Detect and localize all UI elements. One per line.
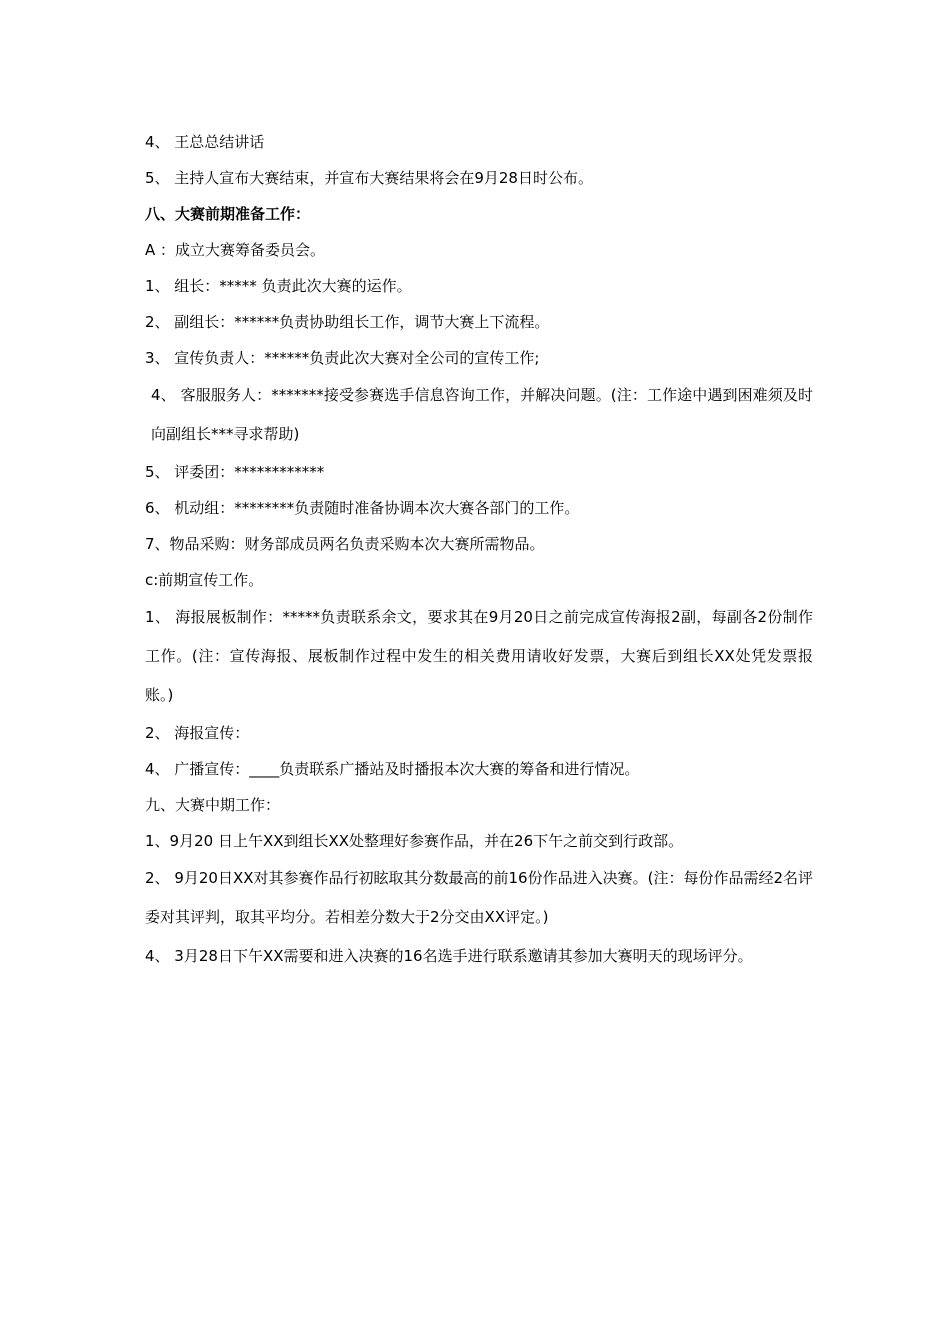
list-item-deputy-leader: 2、 副组长：******负责协助组长工作，调节大赛上下流程。 (145, 313, 550, 331)
list-item-closing-speech: 4、 王总总结讲话 (145, 133, 265, 151)
list-item-poster-production: 1、 海报展板制作：*****负责联系余文，要求其在9月20日之前完成宣传海报2副，每副各2份制作工作。(注：宣传海报、展板制作过程中发生的相关费用请收好发票，大赛后到组长XX处凭发票报账。) (145, 608, 813, 704)
subsection-committee: A ：成立大赛筹备委员会。 (145, 241, 326, 259)
list-item-mobile-team: 6、 机动组：********负责随时准备协调本次大赛各部门的工作。 (145, 499, 580, 517)
subsection-early-publicity: c:前期宣传工作。 (145, 571, 264, 589)
list-item-finalist-contact: 4、 3月28日下午XX需要和进入决赛的16名选手进行联系邀请其参加大赛明天的现场评分。 (145, 947, 753, 965)
list-item-procurement: 7、物品采购：财务部成员两名负责采购本次大赛所需物品。 (145, 535, 545, 553)
list-item-judges: 5、 评委团：************ (145, 463, 325, 481)
list-item-host-announcement: 5、 主持人宣布大赛结束，并宣布大赛结果将会在9月28日时公布。 (145, 169, 593, 187)
list-item-broadcast: 4、 广播宣传：____负责联系广播站及时播报本次大赛的筹备和进行情况。 (145, 760, 640, 778)
list-item-collect-works: 1、9月20 日上午XX到组长XX处整理好参赛作品，并在26下午之前交到行政部。 (145, 832, 684, 850)
section-heading-midterm: 九、大赛中期工作： (145, 796, 281, 814)
document-body (145, 124, 813, 976)
section-heading-preparation: 八、大赛前期准备工作： (145, 205, 311, 223)
list-item-leader: 1、 组长：***** 负责此次大赛的运作。 (145, 277, 412, 295)
list-item-publicity-lead: 3、 宣传负责人：******负责此次大赛对全公司的宣传工作; (145, 349, 540, 367)
list-item-preliminary-review: 2、 9月20日XX对其参赛作品行初眩取其分数最高的前16份作品进入决赛。(注：每份作品需经2名评委对其评判，取其平均分。若相差分数大于2分交由XX评定。) (145, 869, 813, 926)
list-item-customer-service: 4、 客服服务人：*******接受参赛选手信息咨询工作，并解决问题。(注：工作途中遇到困难须及时向副组长***寻求帮助) (151, 386, 813, 443)
list-item-poster-publicity: 2、 海报宣传： (145, 724, 250, 742)
